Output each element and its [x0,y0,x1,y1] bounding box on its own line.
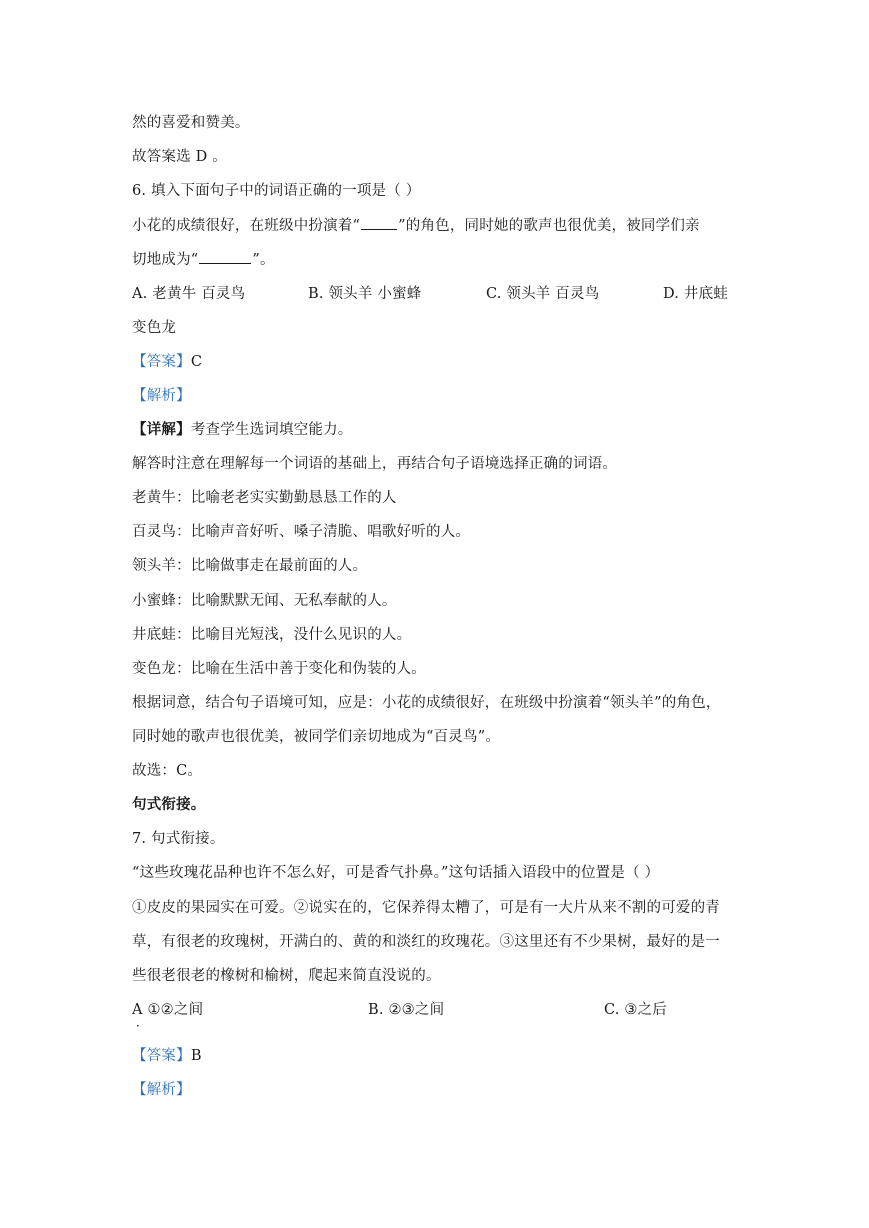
analysis-tag: 【解析】 [132,388,191,404]
answer-tag: 【答案】 [132,1048,191,1064]
analysis-tag: 【解析】 [132,1082,191,1098]
explanation-line: 小蜜蜂：比喻默默无闻、无私奉献的人。 [132,593,397,609]
answer-line [132,1046,202,1066]
explanation-line: 根据词意，结合句子语境可知，应是：小花的成绩很好，在班级中扮演着“领头羊”的角色， [132,695,721,711]
option-c: C. 领头羊 百灵鸟 [486,286,600,302]
question-7-stem: 7. 句式衔接。 [132,831,225,847]
option-d: D. 井底蛙 [663,286,729,302]
option-d-continued: 变色龙 [132,320,177,336]
detail-text: 考查学生选词填空能力。 [190,422,353,438]
explanation-line: 领头羊：比喻做事走在最前面的人。 [132,558,368,574]
explanation-line: 老黄牛：比喻老老实实勤勤恳恳工作的人 [132,490,397,506]
detail-line [132,420,353,440]
passage-line: 草，有很老的玫瑰树，开满白的、黄的和淡红的玫瑰花。③这里还有不少果树，最好的是一 [132,934,720,950]
passage-line: 些很老很老的橡树和榆树，爬起来简直没说的。 [132,968,441,984]
explanation-line: 井底蛙：比喻目光短浅，没什么见识的人。 [132,627,412,643]
question-7-quote: “这些玫瑰花品种也许不怎么好，可是香气扑鼻。”这句话插入语段中的位置是（ ） [132,865,660,881]
detail-tag: 【详解】 [132,421,191,438]
sentence-part: ”。 [252,252,275,268]
sentence-part: 切地成为“ [132,252,199,268]
option-c: C. ③之后 [604,1002,667,1018]
passage-line: ①皮皮的果园实在可爱。②说实在的，它保养得太糟了，可是有一大片从来不割的可爱的青 [132,900,720,916]
fill-blank-2 [199,249,251,264]
answer-value: C [190,354,203,370]
question-6-sentence-line-2 [132,249,275,270]
fill-blank-1 [361,215,397,230]
explanation-line: 解答时注意在理解每一个词语的基础上，再结合句子语境选择正确的词语。 [132,456,618,472]
text-line: 故答案选 D 。 [132,149,227,165]
sentence-part: 小花的成绩很好，在班级中扮演着“ [132,218,361,234]
answer-line [132,352,202,372]
section-heading: 句式衔接。 [132,796,206,813]
option-b: B. 领头羊 小蜜蜂 [308,286,422,302]
answer-tag: 【答案】 [132,354,191,370]
explanation-line: 变色龙：比喻在生活中善于变化和伪装的人。 [132,661,426,677]
text-line: 然的喜爱和赞美。 [132,115,250,131]
option-a: A ①②之间 [132,1002,204,1018]
question-6-stem: 6. 填入下面句子中的词语正确的一项是（ ） [132,183,421,199]
explanation-line: 同时她的歌声也很优美，被同学们亲切地成为“百灵鸟”。 [132,729,501,745]
explanation-line: 故选：C。 [132,763,203,779]
answer-value: B [190,1048,202,1064]
option-a-dot: ． [136,1015,149,1029]
sentence-part: ”的角色，同时她的歌声也很优美，被同学们亲 [398,218,700,234]
option-b: B. ②③之间 [368,1002,445,1018]
question-6-sentence-line-1 [132,215,700,236]
option-a: A. 老黄牛 百灵鸟 [132,286,246,302]
explanation-line: 百灵鸟：比喻声音好听、嗓子清脆、唱歌好听的人。 [132,524,471,540]
